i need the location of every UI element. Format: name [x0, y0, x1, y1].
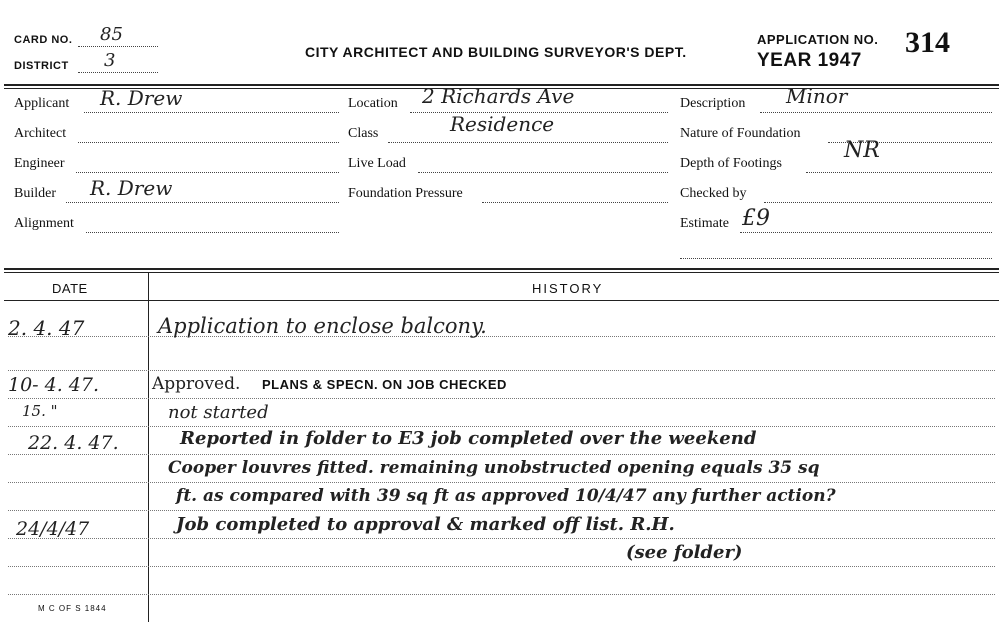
- ruled-line: [8, 482, 995, 483]
- location-label: Location: [348, 96, 398, 111]
- extra-line: [680, 258, 992, 259]
- builder-value: R. Drew: [90, 176, 173, 200]
- ruled-line: [8, 566, 995, 567]
- description-value: Minor: [786, 84, 848, 108]
- ruled-line: [8, 426, 995, 427]
- card-no-line: [78, 46, 158, 47]
- estimate-label: Estimate: [680, 216, 729, 231]
- estimate-line: [740, 232, 992, 233]
- depth-of-footings-label: Depth of Footings: [680, 156, 782, 171]
- ruled-line: [8, 538, 995, 539]
- ruled-line: [8, 594, 995, 595]
- date-column-header: DATE: [52, 281, 88, 296]
- history-stamp: PLANS & SPECN. ON JOB CHECKED: [262, 377, 507, 392]
- engineer-line: [76, 172, 339, 173]
- district-line: [78, 72, 158, 73]
- history-date: 2. 4. 47: [8, 316, 85, 340]
- history-date: 15. ": [22, 402, 58, 420]
- history-top-border-thin: [4, 272, 999, 273]
- history-text: (see folder): [626, 542, 743, 563]
- history-text: Application to enclose balcony.: [158, 314, 487, 338]
- history-top-border: [4, 268, 999, 270]
- nature-of-foundation-label: Nature of Foundation: [680, 126, 801, 141]
- estimate-value: £9: [742, 206, 770, 231]
- applicant-label: Applicant: [14, 96, 70, 111]
- history-date: 10- 4. 47.: [8, 374, 100, 396]
- class-label: Class: [348, 126, 379, 141]
- class-line: [388, 142, 668, 143]
- alignment-label: Alignment: [14, 216, 74, 231]
- dept-title: CITY ARCHITECT AND BUILDING SURVEYOR'S DEPT.: [305, 44, 687, 60]
- card-no-label: CARD NO.: [14, 34, 73, 46]
- history-header-divider: [4, 300, 999, 301]
- foundation-pressure-label: Foundation Pressure: [348, 186, 463, 201]
- depth-of-footings-value: NR: [844, 138, 880, 163]
- form-code: M C OF S 1844: [38, 604, 107, 613]
- district-label: DISTRICT: [14, 60, 69, 72]
- ruled-line: [8, 398, 995, 399]
- history-text: ft. as compared with 39 sq ft as approved 10/4/47 any further action?: [176, 486, 836, 506]
- architect-line: [78, 142, 339, 143]
- builder-line: [66, 202, 339, 203]
- history-text: Reported in folder to E3 job completed over the weekend: [180, 428, 757, 449]
- description-line: [760, 112, 992, 113]
- ruled-line: [8, 510, 995, 511]
- ruled-line: [8, 454, 995, 455]
- history-date: 22. 4. 47.: [28, 432, 119, 454]
- builder-label: Builder: [14, 186, 56, 201]
- history-column-header: HISTORY: [532, 281, 604, 296]
- district-value: 3: [104, 50, 116, 71]
- applicant-value: R. Drew: [100, 86, 183, 110]
- description-label: Description: [680, 96, 746, 111]
- ruled-line: [8, 370, 995, 371]
- application-number: 314: [905, 26, 950, 59]
- ruled-line: [8, 336, 995, 337]
- checked-by-line: [764, 202, 992, 203]
- date-column-divider: [148, 272, 149, 622]
- architect-label: Architect: [14, 126, 67, 141]
- card-no-value: 85: [100, 24, 123, 45]
- application-label: APPLICATION NO.: [757, 32, 879, 47]
- history-date: 24/4/47: [16, 518, 90, 540]
- class-value: Residence: [450, 112, 555, 136]
- applicant-line: [84, 112, 339, 113]
- engineer-label: Engineer: [14, 156, 65, 171]
- year-label: YEAR 1947: [757, 50, 862, 71]
- alignment-line: [86, 232, 339, 233]
- live-load-line: [418, 172, 668, 173]
- history-text: Job completed to approval & marked off list. R.H.: [176, 514, 675, 535]
- history-text: not started: [168, 402, 269, 423]
- checked-by-label: Checked by: [680, 186, 747, 201]
- history-text: Approved.: [152, 374, 241, 394]
- foundation-pressure-line: [482, 202, 668, 203]
- depth-of-footings-line: [806, 172, 992, 173]
- live-load-label: Live Load: [348, 156, 406, 171]
- location-value: 2 Richards Ave: [422, 84, 575, 108]
- history-text: Cooper louvres fitted. remaining unobstructed opening equals 35 sq: [168, 458, 820, 478]
